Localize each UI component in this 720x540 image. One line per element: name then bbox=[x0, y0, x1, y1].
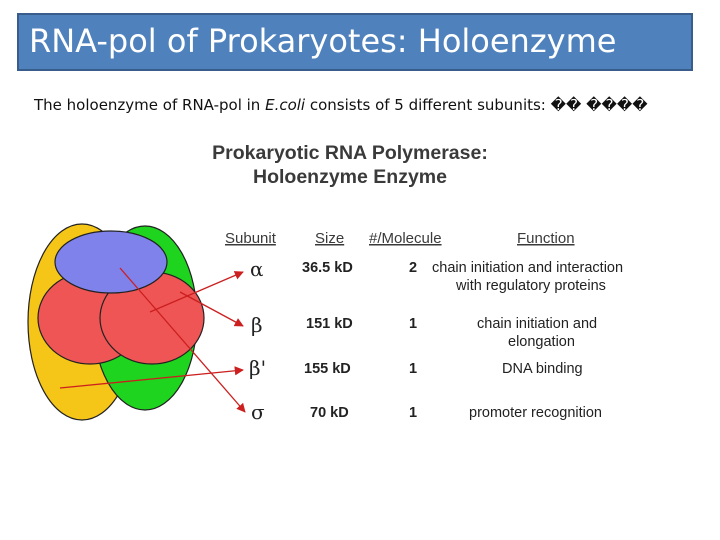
subunit-symbol: β' bbox=[249, 356, 267, 380]
subunit-diagram bbox=[28, 224, 204, 420]
subunit-size: 36.5 kD bbox=[302, 260, 353, 276]
subunit-count: 1 bbox=[409, 405, 418, 421]
subunit-count: 1 bbox=[409, 316, 418, 332]
subunit-function: promoter recognition bbox=[469, 405, 602, 421]
intro-organism: E.coli bbox=[265, 96, 306, 114]
table-row bbox=[250, 257, 623, 294]
figure-title-line2: Holoenzyme Enzyme bbox=[253, 166, 447, 188]
subunit-count: 1 bbox=[409, 361, 418, 377]
subunit-symbol: σ bbox=[251, 400, 265, 424]
subunit-size: 155 kD bbox=[304, 361, 351, 377]
subunit-symbol: α bbox=[250, 257, 264, 281]
subunit-function: chain initiation and bbox=[477, 316, 598, 332]
table-row bbox=[251, 400, 602, 424]
table-row bbox=[249, 356, 583, 380]
header-per-molecule: #/Molecule bbox=[369, 230, 442, 247]
header-size: Size bbox=[315, 230, 345, 247]
subunit-function-cont: elongation bbox=[508, 334, 575, 350]
subunit-size: 151 kD bbox=[306, 316, 353, 332]
table-row bbox=[251, 313, 597, 350]
intro-text-start: The holoenzyme of RNA-pol in bbox=[34, 96, 266, 114]
subunit-function: chain initiation and interaction bbox=[432, 260, 624, 276]
subunit-function-cont: with regulatory proteins bbox=[456, 278, 606, 294]
sigma-shape bbox=[55, 231, 167, 293]
slide-title: RNA-pol of Prokaryotes: Holoenzyme bbox=[29, 22, 617, 60]
figure-title-line1: Prokaryotic RNA Polymerase: bbox=[212, 142, 488, 164]
intro-text-end: consists of 5 different subunits: �� ���� bbox=[305, 96, 648, 114]
subunit-symbol: β bbox=[251, 313, 263, 337]
table-header bbox=[225, 230, 575, 247]
subunit-size: 70 kD bbox=[310, 405, 349, 421]
subunit-function: DNA binding bbox=[502, 361, 583, 377]
header-subunit: Subunit bbox=[225, 230, 276, 247]
subunit-count: 2 bbox=[409, 260, 418, 276]
header-function: Function bbox=[517, 230, 575, 247]
